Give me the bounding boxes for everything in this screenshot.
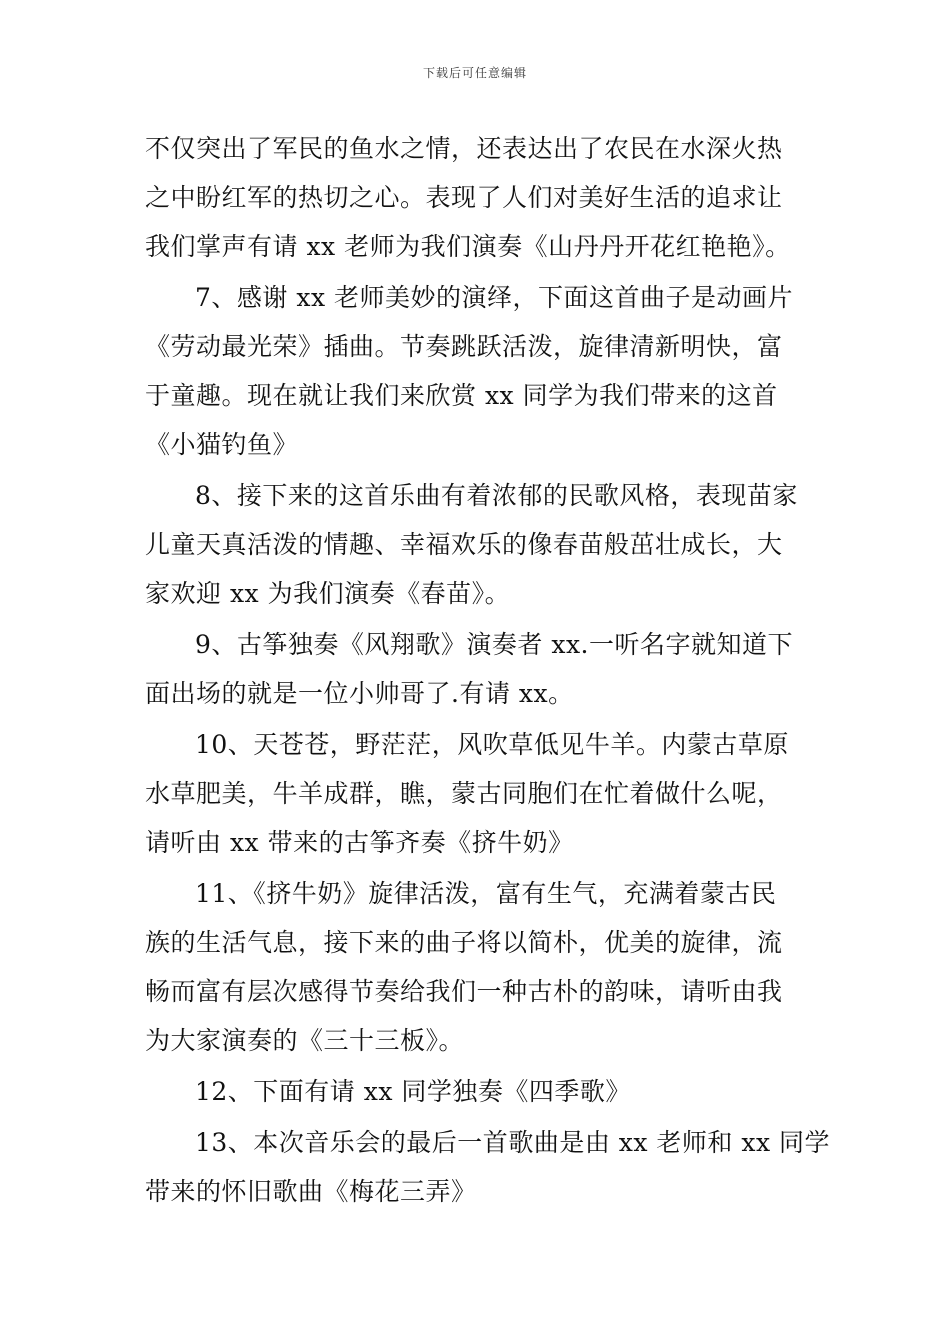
text-line: 带来的怀旧歌曲《梅花三弄》 [145, 1177, 477, 1206]
text-line: 儿童天真活泼的情趣、幸福欢乐的像春苗般茁壮成长，大 [145, 530, 783, 559]
text-line: 于童趣。现在就让我们来欣赏 xx 同学为我们带来的这首 [145, 381, 778, 410]
text-line: 家欢迎 xx 为我们演奏《春苗》。 [145, 579, 511, 608]
paragraph-item-9 [145, 620, 810, 718]
paragraph-item-12 [145, 1067, 810, 1116]
text-line: 7、感谢 xx 老师美妙的演绎，下面这首曲子是动画片 [195, 283, 793, 312]
paragraph-item-7 [145, 273, 810, 469]
text-line: 畅而富有层次感得节奏给我们一种古朴的韵味，请听由我 [145, 977, 783, 1006]
document-body [145, 124, 830, 1216]
page-header-note: 下载后可任意编辑 [422, 66, 527, 80]
text-line: 为大家演奏的《三十三板》。 [145, 1026, 465, 1055]
text-line: 请听由 xx 带来的古筝齐奏《挤牛奶》 [145, 828, 574, 857]
text-line: 8、接下来的这首乐曲有着浓郁的民歌风格，表现苗家 [195, 481, 798, 510]
text-line: 面出场的就是一位小帅哥了.有请 xx。 [145, 679, 574, 708]
text-line: 水草肥美，牛羊成群，瞧，蒙古同胞们在忙着做什么呢， [145, 779, 783, 808]
paragraph-continuation [145, 124, 810, 271]
text-line: 10、天苍苍，野茫茫，风吹草低见牛羊。内蒙古草原 [195, 730, 789, 759]
text-line: 9、古筝独奏《风翔歌》演奏者 xx.一听名字就知道下 [195, 630, 793, 659]
text-line: 族的生活气息，接下来的曲子将以简朴，优美的旋律，流 [145, 928, 783, 957]
text-line: 之中盼红军的热切之心。表现了人们对美好生活的追求让 [145, 183, 783, 212]
text-line: 《劳动最光荣》插曲。节奏跳跃活泼，旋律清新明快，富 [145, 332, 783, 361]
paragraph-item-11 [145, 869, 810, 1065]
text-line: 11、《挤牛奶》旋律活泼，富有生气，充满着蒙古民 [195, 879, 777, 908]
text-line: 我们掌声有请 xx 老师为我们演奏《山丹丹开花红艳艳》。 [145, 232, 791, 261]
text-line: 13、本次音乐会的最后一首歌曲是由 xx 老师和 xx 同学 [195, 1128, 830, 1157]
paragraph-item-8 [145, 471, 810, 618]
text-line: 不仅突出了军民的鱼水之情，还表达出了农民在水深火热 [145, 134, 783, 163]
paragraph-item-13 [145, 1118, 830, 1216]
text-line: 12、下面有请 xx 同学独奏《四季歌》 [195, 1077, 631, 1106]
text-line: 《小猫钓鱼》 [145, 430, 299, 459]
paragraph-item-10 [145, 720, 810, 867]
